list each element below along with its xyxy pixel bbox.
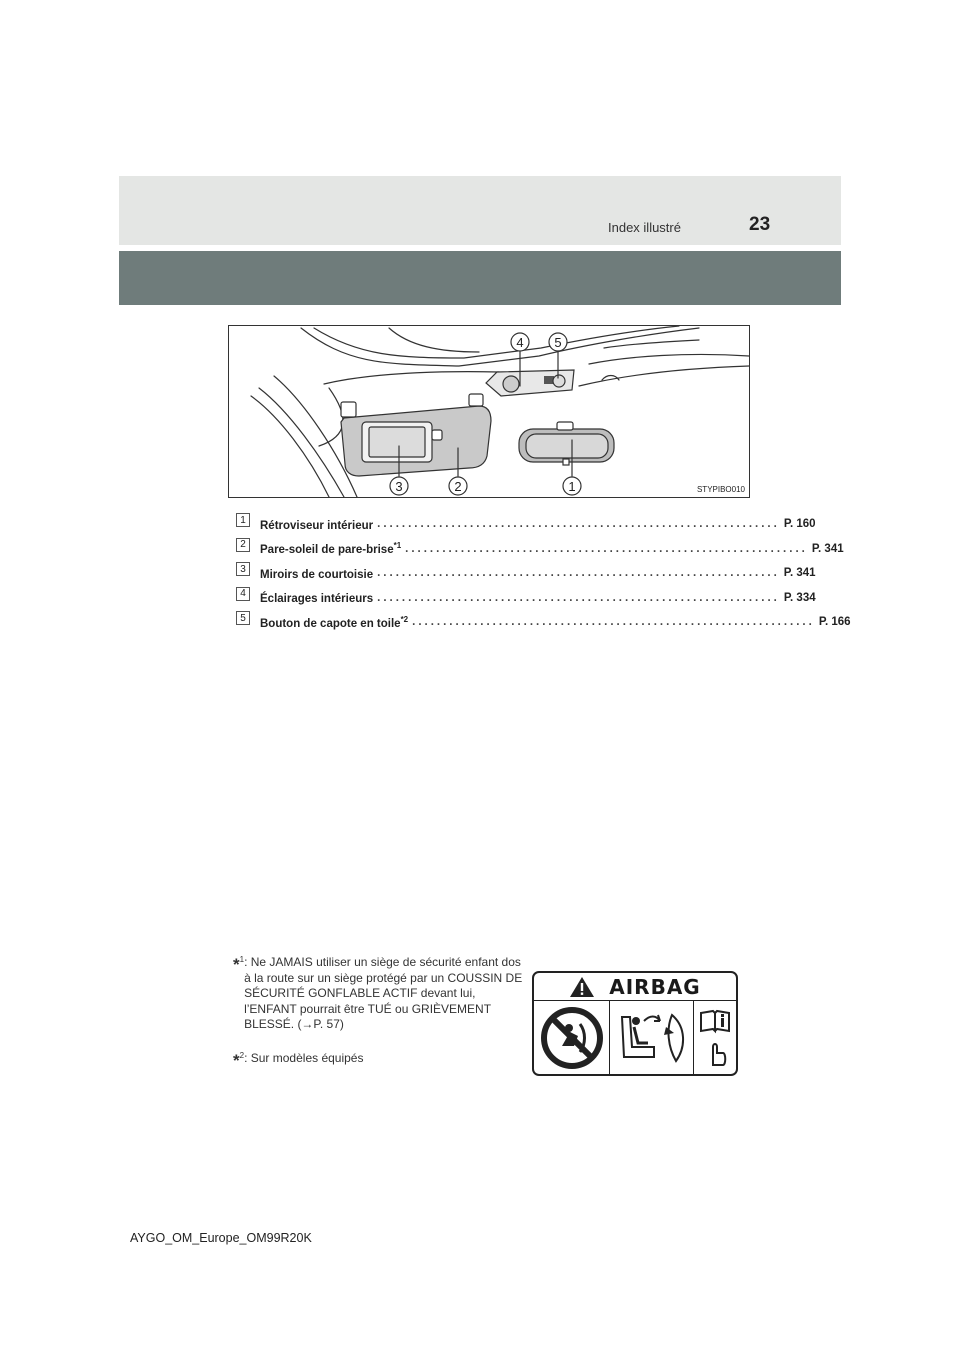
callout-2-label: 2 <box>454 479 462 494</box>
interior-ceiling-illustration <box>228 325 750 498</box>
airbag-deploy-cell <box>610 1001 694 1075</box>
read-manual-icon <box>699 1007 731 1069</box>
footnotes <box>233 955 523 1071</box>
page-reference[interactable]: P. 160 <box>783 518 816 531</box>
header-band <box>119 176 841 245</box>
legend-number: 4 <box>236 587 250 601</box>
document-code: AYGO_OM_Europe_OM99R20K <box>130 1231 312 1245</box>
legend-label: Miroirs de courtoisie <box>260 568 374 581</box>
section-banner <box>119 251 841 305</box>
footnote-number: 1 <box>239 955 245 964</box>
read-manual-cell <box>694 1001 736 1075</box>
asterisk-mark: * <box>233 1050 240 1070</box>
airbag-word: AIRBAG <box>609 974 701 999</box>
legend-item <box>236 512 816 537</box>
legend-number: 1 <box>236 513 250 527</box>
dot-leader: ................................................................. <box>405 542 808 555</box>
no-rear-facing-child-seat-cell <box>534 1001 610 1075</box>
page-reference[interactable]: P. 341 <box>811 542 844 555</box>
legend-sup: *1 <box>393 541 402 551</box>
airbag-label-header <box>534 973 736 1001</box>
footnote-1 <box>233 955 523 1033</box>
legend-number: 3 <box>236 562 250 576</box>
legend-label: Pare-soleil de pare-brise <box>260 544 394 557</box>
page-number: 23 <box>749 214 771 235</box>
footnote-text: : Sur modèles équipés <box>244 1050 364 1065</box>
warning-triangle-icon <box>569 976 595 998</box>
legend-item <box>236 610 851 635</box>
section-title: Index illustré <box>608 220 681 235</box>
legend-label: Rétroviseur intérieur <box>260 519 374 532</box>
legend-label: Éclairages intérieurs <box>260 593 374 606</box>
callout-3-label: 3 <box>395 479 403 494</box>
callout-5-label: 5 <box>554 335 562 350</box>
legend-number: 5 <box>236 611 250 625</box>
legend-list <box>236 512 851 635</box>
image-code: STYPIBO010 <box>696 485 745 494</box>
legend-sup: *2 <box>400 614 409 624</box>
asterisk-mark: * <box>233 955 240 974</box>
dot-leader: ................................................................. <box>412 616 815 629</box>
legend-item <box>236 586 816 611</box>
callout-4-label: 4 <box>516 335 524 350</box>
page-reference[interactable]: P. 166 <box>818 616 851 629</box>
legend-item <box>236 537 844 562</box>
page-reference[interactable]: P. 334 <box>783 591 816 604</box>
footnote-2 <box>233 1051 523 1071</box>
airbag-deploy-seat-icon <box>614 1007 690 1069</box>
dot-leader: ................................................................. <box>377 567 780 580</box>
legend-item <box>236 561 816 586</box>
dot-leader: ................................................................. <box>377 518 780 531</box>
no-rear-facing-child-seat-icon <box>540 1006 604 1070</box>
footnote-text: : Ne JAMAIS utiliser un siège de sécurité enfant dos à la route sur un siège protégé par un COUSSIN DE SÉCURITÉ GONFLABLE ACTIF devant lui, l’ENFANT pourrait être TUÉ ou GRIÈVEMENT BLESSÉ. (→P. 57) <box>244 955 523 1031</box>
page-reference[interactable]: P. 341 <box>783 567 816 580</box>
ceiling-drawing <box>229 326 749 497</box>
footnote-number: 2 <box>239 1050 245 1060</box>
legend-number: 2 <box>236 538 250 552</box>
dot-leader: ................................................................. <box>377 591 780 604</box>
legend-label: Bouton de capote en toile <box>260 617 401 630</box>
callout-1-label: 1 <box>568 479 576 494</box>
airbag-warning-label <box>532 971 738 1076</box>
